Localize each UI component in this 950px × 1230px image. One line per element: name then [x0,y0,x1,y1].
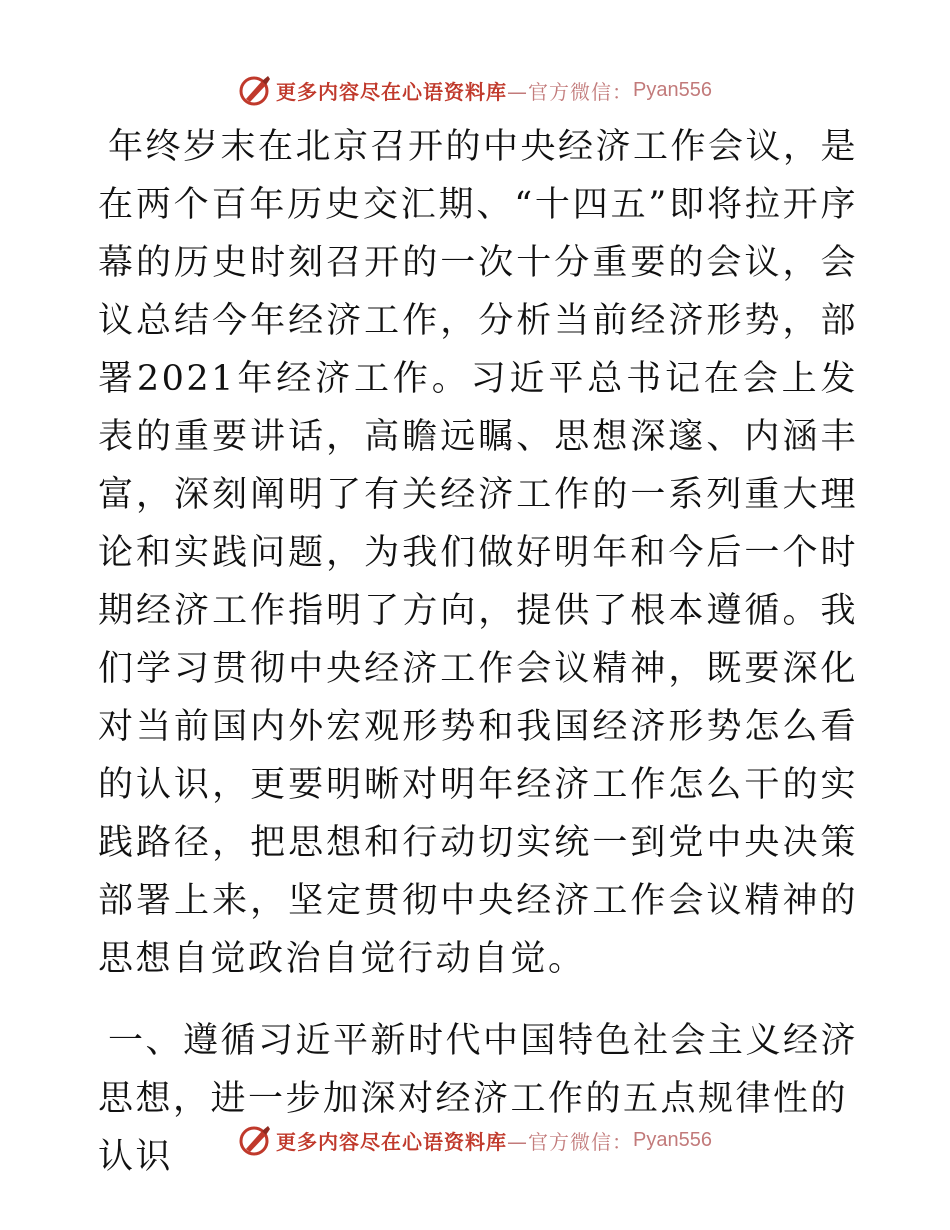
footer-watermark-banner [0,1120,950,1160]
intro-paragraph: 年终岁末在北京召开的中央经济工作会议，是在两个百年历史交汇期、“十四五”即将拉开序幕的历史时刻召开的一次十分重要的会议，会议总结今年经济工作，分析当前经济形势，部署2021年经济工作。习近平总书记在会上发表的重要讲话，高瞻远瞩、思想深邃、内涵丰富，深刻阐明了有关经济工作的一系列重大理论和实践问题，为我们做好明年和今后一个时期经济工作指明了方向，提供了根本遵循。我们学习贯彻中央经济工作会议精神，既要深化对当前国内外宏观形势和我国经济形势怎么看的认识，更要明晰对明年经济工作怎么干的实践路径，把思想和行动切实统一到党中央决策部署上来，坚定贯彻中央经济工作会议精神的思想自觉政治自觉行动自觉。 [98,127,859,979]
header-watermark-banner [0,70,950,110]
document-body [98,118,858,1186]
pen-logo-icon [238,1123,272,1157]
footer-banner-wechat-id: Pyan556 [633,1128,712,1151]
pen-logo-icon [238,73,272,107]
footer-banner-wechat-label: —官方微信： [507,1129,634,1154]
header-banner-title: 更多内容尽在心语资料库 [276,79,508,104]
section-heading: 一、遵循习近平新时代中国特色社会主义经济思想，进一步加深对经济工作的五点规律性的认识 [98,1021,859,1177]
footer-banner-title: 更多内容尽在心语资料库 [276,1129,508,1154]
header-banner-wechat-id: Pyan556 [633,78,712,101]
header-banner-wechat-label: —官方微信： [507,79,634,104]
